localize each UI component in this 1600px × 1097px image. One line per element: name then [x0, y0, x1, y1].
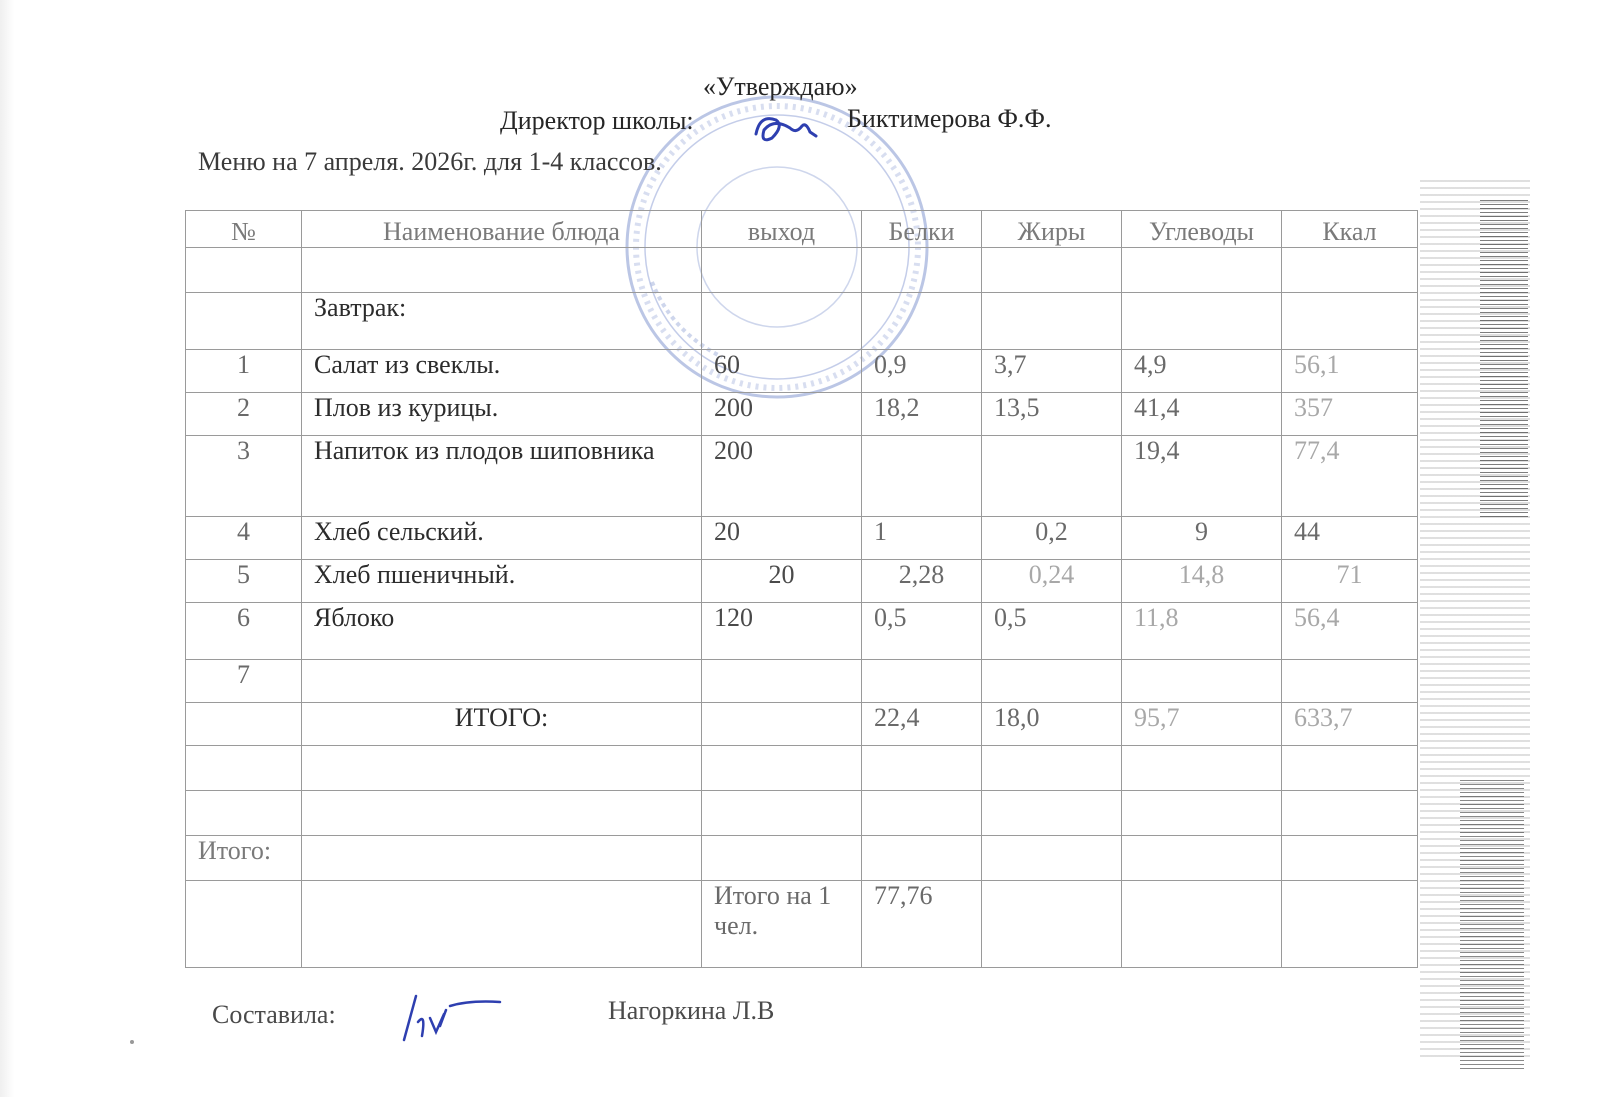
portion-output: 60: [702, 350, 862, 393]
portion-output: 120: [702, 603, 862, 660]
kcal-value: 56,1: [1282, 350, 1418, 393]
table-row: [186, 350, 1418, 393]
column-header: №: [186, 211, 302, 248]
scan-noise: [1480, 200, 1528, 520]
menu-title: Меню на 7 апреля. 2026г. для 1-4 классов.: [198, 147, 662, 176]
row-number: 7: [186, 660, 302, 703]
kcal-value: 77,4: [1282, 436, 1418, 517]
scan-speck: [130, 1040, 134, 1044]
row-number: 5: [186, 560, 302, 603]
portion-output: 20: [702, 560, 862, 603]
fat-value: [982, 436, 1122, 517]
section-label: Завтрак:: [302, 293, 702, 350]
row-number: 2: [186, 393, 302, 436]
column-header: Ккал: [1282, 211, 1418, 248]
carbs-value: 11,8: [1122, 603, 1282, 660]
empty-row: [186, 746, 1418, 791]
protein-value: 18,2: [862, 393, 982, 436]
section-row: [186, 293, 1418, 350]
scan-edge: [0, 0, 14, 1097]
protein-value: 1: [862, 517, 982, 560]
fat-value: 0,24: [982, 560, 1122, 603]
dish-name: Салат из свеклы.: [302, 350, 702, 393]
compiler-signature: [396, 992, 506, 1044]
portion-output: 20: [702, 517, 862, 560]
total-carbs: 95,7: [1122, 703, 1282, 746]
portion-output: 200: [702, 393, 862, 436]
subtotal-label: Итого:: [186, 836, 302, 881]
row-number: 6: [186, 603, 302, 660]
director-signature: [750, 108, 820, 148]
table-row: [186, 517, 1418, 560]
carbs-value: 41,4: [1122, 393, 1282, 436]
scan-noise: [1460, 780, 1524, 1070]
dish-name: Плов из курицы.: [302, 393, 702, 436]
protein-value: 0,9: [862, 350, 982, 393]
total-row: [186, 703, 1418, 746]
total-label: ИТОГО:: [302, 703, 702, 746]
protein-value: 0,5: [862, 603, 982, 660]
column-header: Наименование блюда: [302, 211, 702, 248]
dish-name: Яблоко: [302, 603, 702, 660]
director-label: Директор школы:: [500, 106, 694, 135]
protein-value: 2,28: [862, 560, 982, 603]
table-row: [186, 436, 1418, 517]
kcal-value: 357: [1282, 393, 1418, 436]
per-person-label: Итого на 1 чел.: [702, 881, 862, 968]
approve-heading: «Утверждаю»: [703, 72, 858, 101]
column-header: выход: [702, 211, 862, 248]
row-number: 1: [186, 350, 302, 393]
fat-value: 3,7: [982, 350, 1122, 393]
kcal-value: 71: [1282, 560, 1418, 603]
dish-name: Хлеб пшеничный.: [302, 560, 702, 603]
row-number: 3: [186, 436, 302, 517]
fat-value: 13,5: [982, 393, 1122, 436]
kcal-value: 56,4: [1282, 603, 1418, 660]
empty-row: [186, 248, 1418, 293]
column-header: Белки: [862, 211, 982, 248]
kcal-value: 44: [1282, 517, 1418, 560]
director-name: Биктимерова Ф.Ф.: [847, 104, 1052, 133]
fat-value: 0,5: [982, 603, 1122, 660]
total-fat: 18,0: [982, 703, 1122, 746]
dish-name: [302, 660, 702, 703]
dish-name: Напиток из плодов шиповника: [302, 436, 702, 517]
protein-value: [862, 436, 982, 517]
table-row: [186, 603, 1418, 660]
column-header: Жиры: [982, 211, 1122, 248]
carbs-value: 19,4: [1122, 436, 1282, 517]
compiler-label: Составила:: [212, 1000, 336, 1029]
table-row: [186, 393, 1418, 436]
dish-name: Хлеб сельский.: [302, 517, 702, 560]
compiler-name: Нагоркина Л.В: [608, 996, 775, 1025]
table-row: [186, 660, 1418, 703]
menu-table: [185, 210, 1418, 968]
carbs-value: 14,8: [1122, 560, 1282, 603]
total-kcal: 633,7: [1282, 703, 1418, 746]
row-number: 4: [186, 517, 302, 560]
per-person-value: 77,76: [862, 881, 982, 968]
column-header: Углеводы: [1122, 211, 1282, 248]
fat-value: 0,2: [982, 517, 1122, 560]
carbs-value: 4,9: [1122, 350, 1282, 393]
per-person-row: [186, 881, 1418, 968]
empty-row: [186, 791, 1418, 836]
subtotal-row: [186, 836, 1418, 881]
carbs-value: 9: [1122, 517, 1282, 560]
portion-output: 200: [702, 436, 862, 517]
table-header-row: [186, 211, 1418, 248]
total-protein: 22,4: [862, 703, 982, 746]
table-row: [186, 560, 1418, 603]
